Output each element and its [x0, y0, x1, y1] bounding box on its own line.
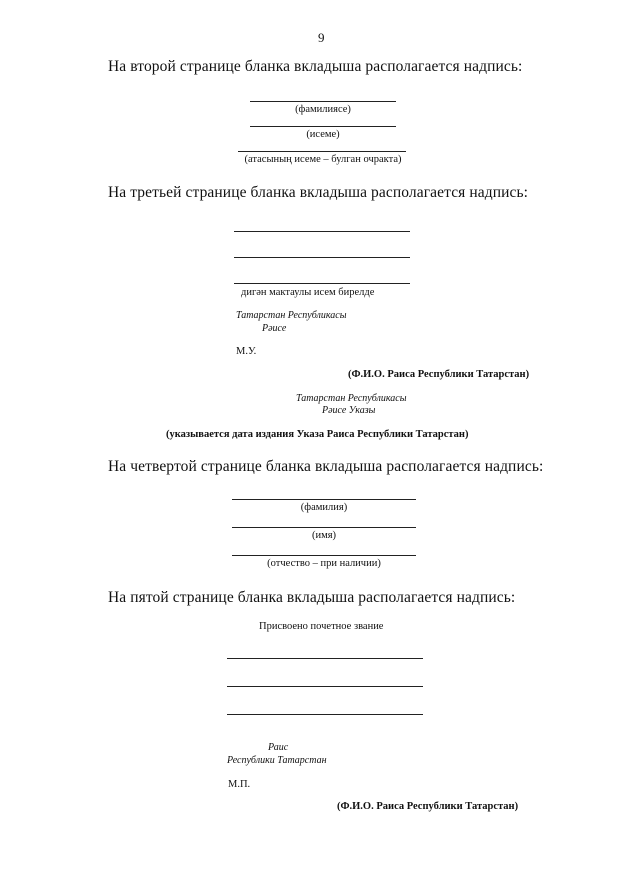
blank-line: [232, 499, 416, 500]
signatory-title: Раис: [268, 742, 289, 753]
decree-line2: Рәисе Указы: [322, 405, 376, 416]
signatory-line2: Рәисе: [262, 323, 287, 334]
blank-line: [238, 151, 406, 152]
label-name: (имя): [311, 530, 337, 541]
label-patronymic-tat: (атасының исеме – булган очракта): [244, 154, 402, 165]
blank-line: [227, 658, 423, 659]
heading-fifth-page: На пятой странице бланка вкладыша располагается надпись:: [108, 589, 516, 606]
fio-president-ru: (Ф.И.О. Раиса Республики Татарстан): [337, 801, 519, 812]
decree-date-note: (указывается дата издания Указа Раиса Республики Татарстан): [166, 429, 469, 440]
blank-line: [250, 126, 396, 127]
label-name-tat: (исеме): [306, 129, 340, 140]
decree-line1: Татарстан Республикасы: [296, 393, 407, 404]
heading-third-page: На третьей странице бланка вкладыша располагается надпись:: [108, 184, 529, 201]
heading-fourth-page: На четвертой странице бланка вкладыша располагается надпись:: [108, 458, 544, 475]
label-surname-tat: (фамилиясе): [295, 104, 351, 115]
label-patronymic: (отчество – при наличии): [267, 558, 381, 569]
blank-line: [234, 231, 410, 232]
blank-line: [234, 257, 410, 258]
blank-line: [232, 527, 416, 528]
blank-line: [250, 101, 396, 102]
stamp-mark-ru: М.П.: [228, 779, 251, 790]
stamp-mark: М.У.: [236, 346, 257, 357]
blank-line: [227, 686, 423, 687]
page-number: 9: [318, 30, 325, 45]
signatory-line1: Татарстан Республикасы: [236, 310, 347, 321]
heading-second-page: На второй странице бланка вкладыша располагается надпись:: [108, 58, 523, 75]
blank-line: [234, 283, 410, 284]
label-surname: (фамилия): [300, 502, 348, 513]
blank-line: [232, 555, 416, 556]
fio-president: (Ф.И.О. Раиса Республики Татарстан): [348, 369, 530, 380]
blank-line: [227, 714, 423, 715]
award-caption-tat: дигән мактаулы исем бирелде: [241, 287, 375, 298]
award-caption: Присвоено почетное звание: [259, 621, 384, 632]
signatory-republic: Республики Татарстан: [227, 755, 327, 766]
